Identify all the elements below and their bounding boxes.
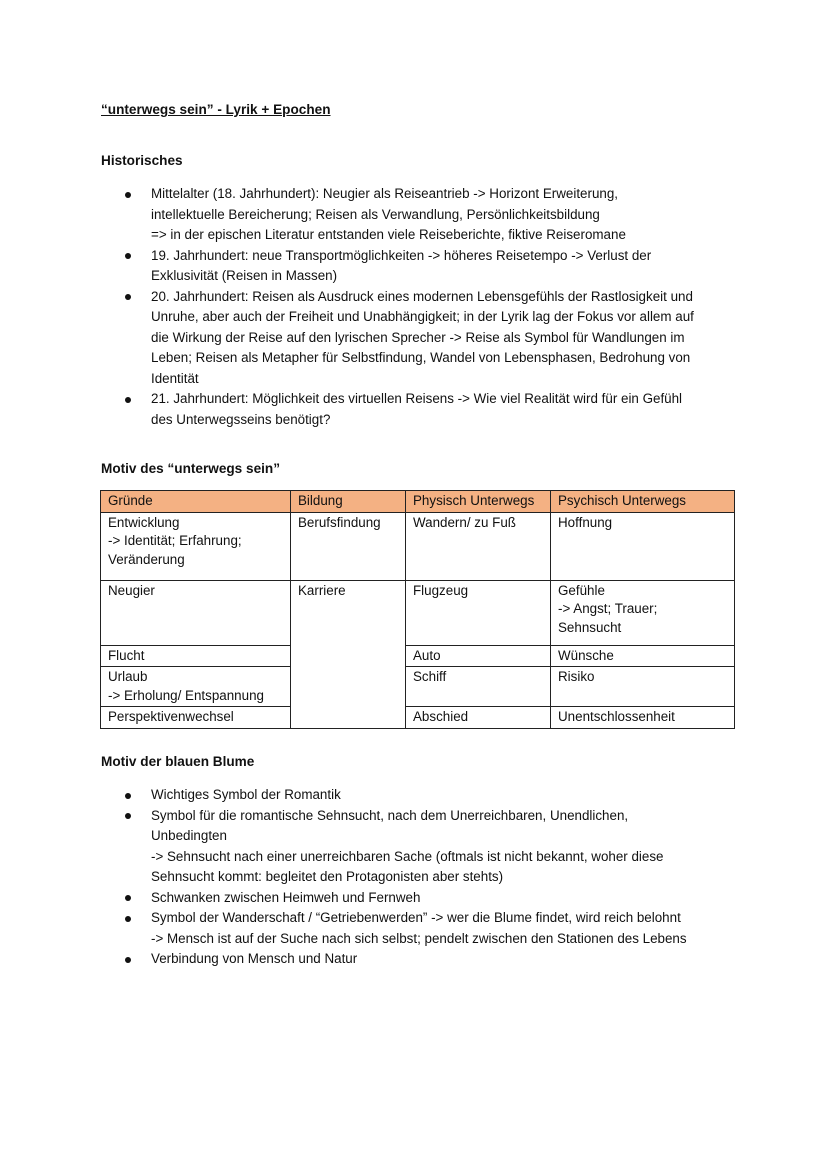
table-cell-gruende: Neugier: [101, 580, 291, 645]
table-row: [101, 580, 735, 645]
blume-list: [101, 785, 731, 970]
table-cell-gruende: Perspektivenwechsel: [101, 707, 291, 729]
cell-line: Entwicklung: [108, 514, 180, 530]
table-row: [101, 667, 735, 707]
table-cell-psychisch: Hoffnung: [551, 512, 735, 580]
list-item: [101, 287, 731, 390]
list-item-line: Leben; Reisen als Metapher für Selbstfindung, Wandel von Lebensphasen, Bedrohung von: [151, 350, 691, 365]
list-item-line: intellektuelle Bereicherung; Reisen als Verwandlung, Persönlichkeitsbildung: [151, 206, 600, 222]
section-heading-motiv: Motiv des “unterwegs sein”: [101, 461, 281, 476]
list-item: [101, 785, 731, 806]
list-item-line: -> Sehnsucht nach einer unerreichbaren Sache (oftmals ist nicht bekannt, woher diese: [151, 848, 664, 864]
table-cell-physisch: Wandern/ zu Fuß: [406, 512, 551, 580]
table-cell-physisch: Auto: [406, 645, 551, 667]
list-item: [101, 246, 731, 287]
list-item-line: 20. Jahrhundert: Reisen als Ausdruck eines modernen Lebensgefühls der Rastlosigkeit und: [151, 288, 693, 304]
table-cell-bildung: Karriere: [291, 580, 406, 728]
list-item: [101, 806, 731, 888]
list-item: [101, 389, 731, 430]
section-heading-blume: Motiv der blauen Blume: [101, 754, 255, 769]
table-header-row: [101, 491, 735, 513]
list-item-line: 21. Jahrhundert: Möglichkeit des virtuellen Reisens -> Wie viel Realität wird für ein Gefühl: [151, 391, 683, 406]
list-item-line: Schwanken zwischen Heimweh und Fernweh: [151, 889, 421, 905]
column-header-physisch: Physisch Unterwegs: [406, 491, 551, 513]
cell-line: -> Identität; Erfahrung;: [108, 533, 242, 548]
table-cell-gruende: Flucht: [101, 645, 291, 667]
list-item: [101, 888, 731, 909]
table-cell-bildung: Berufsfindung: [291, 512, 406, 580]
list-item: [101, 949, 731, 970]
historisches-list: [101, 184, 731, 430]
table-row: [101, 645, 735, 667]
list-item-line: Mittelalter (18. Jahrhundert): Neugier als Reiseantrieb -> Horizont Erweiterung,: [151, 186, 619, 201]
table-cell-physisch: Schiff: [406, 667, 551, 707]
list-item-line: Wichtiges Symbol der Romantik: [151, 787, 341, 802]
table-cell-physisch: Flugzeug: [406, 580, 551, 645]
table-row: [101, 707, 735, 729]
list-item-line: Symbol für die romantische Sehnsucht, nach dem Unerreichbaren, Unendlichen,: [151, 807, 629, 823]
list-item-line: Identität: [151, 370, 199, 386]
list-item: [101, 908, 731, 949]
table-cell-gruende: [101, 667, 291, 707]
cell-line: Sehnsucht: [558, 619, 622, 635]
column-header-gruende: Gründe: [101, 491, 291, 513]
list-item-line: die Wirkung der Reise auf den lyrischen Sprecher -> Reise als Symbol für Wandlungen im: [151, 329, 685, 345]
cell-line: Veränderung: [108, 551, 185, 567]
list-item: [101, 184, 731, 246]
list-item-line: des Unterwegsseins benötigt?: [151, 411, 331, 427]
list-item-line: Unbedingten: [151, 828, 227, 843]
column-header-psychisch: Psychisch Unterwegs: [551, 491, 735, 513]
list-item-line: Unruhe, aber auch der Freiheit und Unabhängigkeit; in der Lyrik lag der Fokus vor allem auf: [151, 309, 694, 324]
list-item-line: Verbindung von Mensch und Natur: [151, 951, 358, 966]
section-heading-historisches: Historisches: [101, 153, 183, 168]
table-cell-psychisch: Risiko: [551, 667, 735, 707]
table-cell-gruende: [101, 512, 291, 580]
cell-line: Gefühle: [558, 582, 605, 598]
motiv-table: [100, 490, 735, 729]
column-header-bildung: Bildung: [291, 491, 406, 513]
list-item-line: Sehnsucht kommt: begleitet den Protagonisten aber stehts): [151, 869, 504, 884]
list-item-line: -> Mensch ist auf der Suche nach sich selbst; pendelt zwischen den Stationen des Lebens: [151, 930, 687, 946]
list-item-line: 19. Jahrhundert: neue Transportmöglichkeiten -> höheres Reisetempo -> Verlust der: [151, 247, 652, 263]
cell-line: Urlaub: [108, 669, 148, 684]
list-item-line: Exklusivität (Reisen in Massen): [151, 268, 338, 283]
page-title: “unterwegs sein” - Lyrik + Epochen: [101, 102, 331, 117]
table-cell-psychisch: Wünsche: [551, 645, 735, 667]
cell-line: -> Erholung/ Entspannung: [108, 687, 264, 703]
list-item-line: Symbol der Wanderschaft / “Getriebenwerden” -> wer die Blume findet, wird reich belohnt: [151, 910, 681, 925]
table-cell-physisch: Abschied: [406, 707, 551, 729]
table-cell-psychisch: [551, 580, 735, 645]
table-row: [101, 512, 735, 580]
table-cell-psychisch: Unentschlossenheit: [551, 707, 735, 729]
cell-line: -> Angst; Trauer;: [558, 601, 658, 616]
list-item-line: => in der epischen Literatur entstanden viele Reiseberichte, fiktive Reiseromane: [151, 227, 626, 242]
